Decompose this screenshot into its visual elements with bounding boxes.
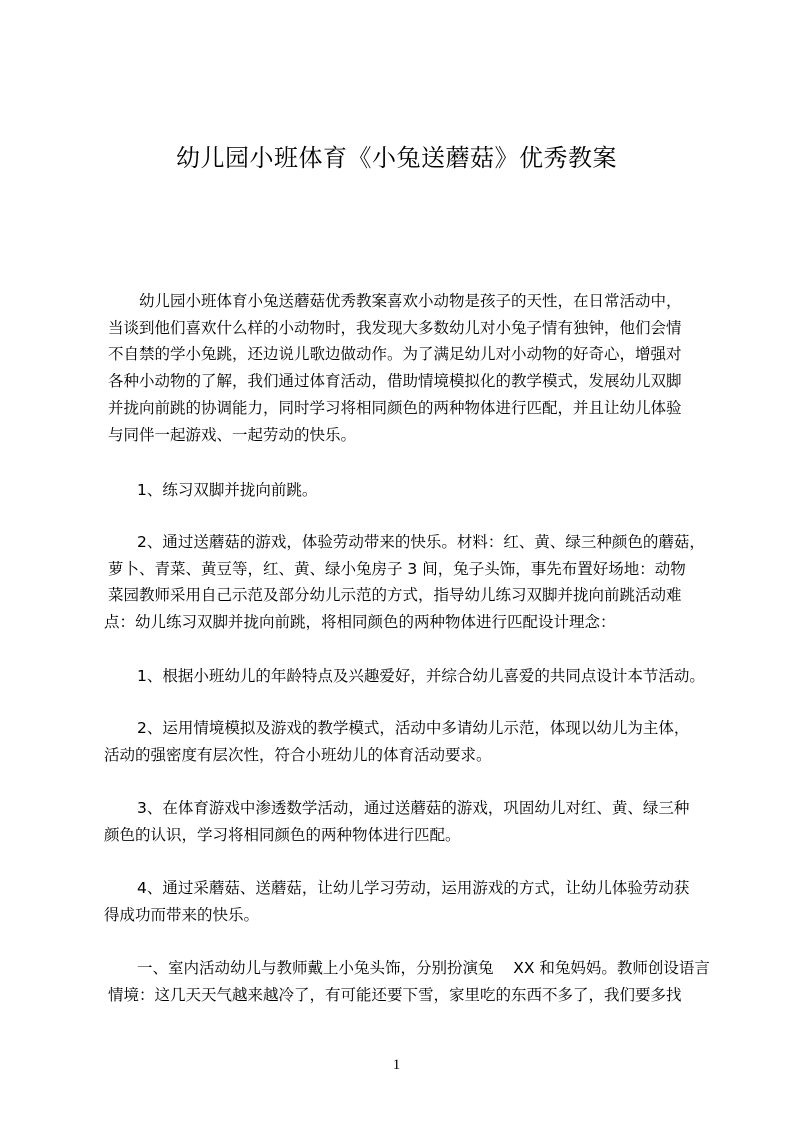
goal-1: 1、练习双脚并拢向前跳。: [137, 481, 318, 499]
process-1-line: 一、室内活动幼儿与教师戴上小兔头饰，分别扮演兔 XX 和兔妈妈。教师创设语言: [137, 959, 710, 977]
goal-2-line: 菜园教师采用自己示范及部分幼儿示范的方式，指导幼儿练习双脚并拢向前跳活动难: [108, 586, 682, 604]
process-1-line: 情境：这几天天气越来越冷了，有可能还要下雪，家里吃的东西不多了，我们要多找: [108, 986, 682, 1004]
concept-2-line: 2、运用情境模拟及游戏的教学模式，活动中多请幼儿示范，体现以幼儿为主体，: [137, 719, 690, 737]
intro-line: 各种小动物的了解，我们通过体育活动，借助情境模拟化的教学模式，发展幼儿双脚: [108, 372, 682, 390]
concept-1: 1、根据小班幼儿的年龄特点及兴趣爱好，并综合幼儿喜爱的共同点设计本节活动。: [137, 667, 705, 685]
intro-line: 不自禁的学小兔跳，还边说儿歌边做动作。为了满足幼儿对小动物的好奇心，增强对: [108, 345, 682, 363]
concept-4-line: 4、通过采蘑菇、送蘑菇，让幼儿学习劳动，运用游戏的方式，让幼儿体验劳动获: [137, 879, 690, 897]
goal-2-line: 点：幼儿练习双脚并拢向前跳，将相同颜色的两种物体进行匹配设计理念：: [104, 613, 616, 631]
intro-line: 与同伴一起游戏、一起劳动的快乐。: [108, 426, 357, 444]
intro-line: 当谈到他们喜欢什么样的小动物时，我发现大多数幼儿对小兔子情有独钟，他们会情: [108, 319, 682, 337]
concept-4-line: 得成功而带来的快乐。: [104, 906, 260, 924]
goal-2-line: 萝卜、青菜、黄豆等，红、黄、绿小兔房子 3 间，兔子头饰，事先布置好场地：动物: [108, 560, 686, 578]
page-number: 1: [392, 1057, 401, 1073]
intro-line: 并拢向前跳的协调能力，同时学习将相同颜色的两种物体进行匹配，并且让幼儿体验: [108, 399, 682, 417]
concept-3-line: 颜色的认识，学习将相同颜色的两种物体进行匹配。: [104, 826, 461, 844]
concept-3-line: 3、在体育游戏中渗透数学活动，通过送蘑菇的游戏，巩固幼儿对红、黄、绿三种: [137, 799, 690, 817]
intro-line: 幼儿园小班体育小兔送蘑菇优秀教案喜欢小动物是孩子的天性，在日常活动中，: [139, 292, 682, 310]
page-title: 幼儿园小班体育《小兔送蘑菇》优秀教案: [176, 144, 617, 172]
goal-2-line: 2、通过送蘑菇的游戏，体验劳动带来的快乐。材料：红、黄、绿三种颜色的蘑菇，: [137, 533, 705, 551]
concept-2-line: 活动的强密度有层次性，符合小班幼儿的体育活动要求。: [104, 746, 492, 764]
